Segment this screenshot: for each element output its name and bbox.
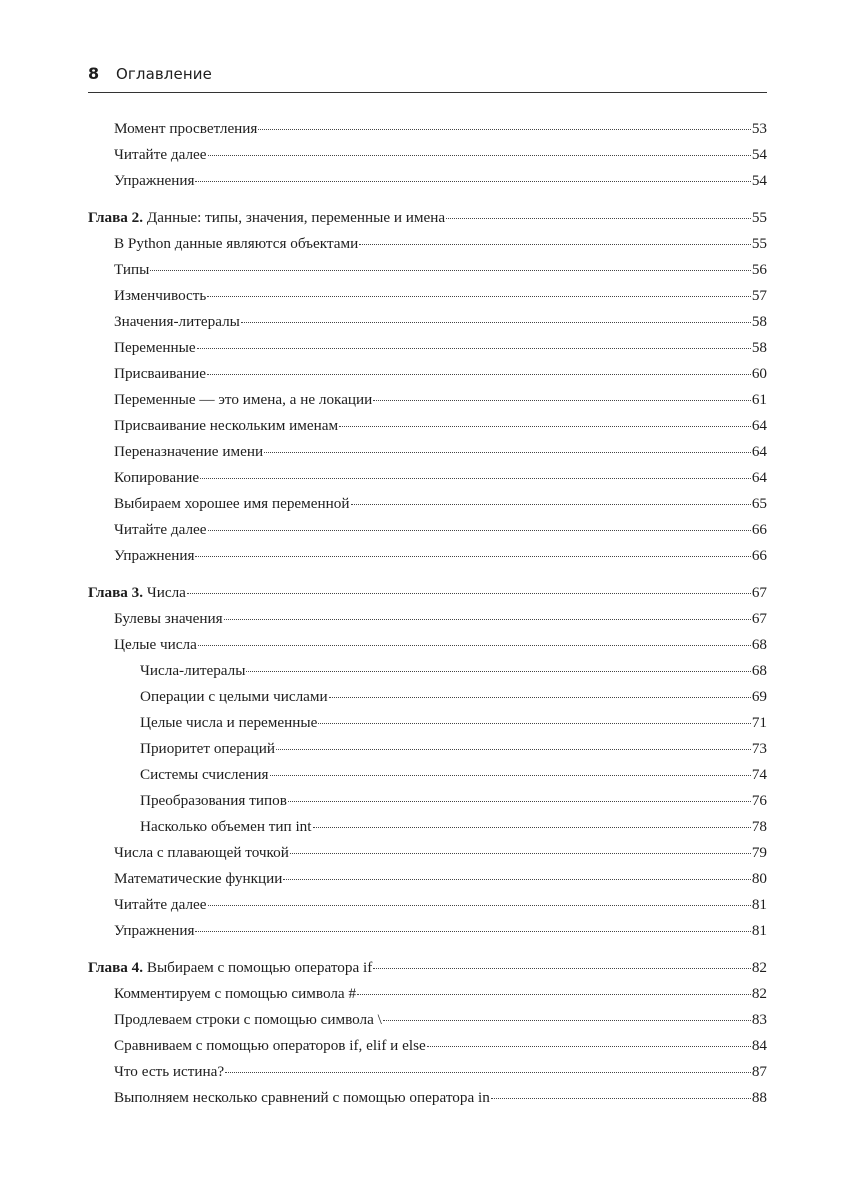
toc-entry-title	[114, 309, 240, 335]
table-of-contents	[88, 116, 767, 1111]
toc-entry-text: Значения-литералы	[114, 313, 240, 330]
toc-entry-text: Числа с плавающей точкой	[114, 844, 289, 861]
toc-entry-title	[114, 465, 199, 491]
toc-entry	[88, 1007, 767, 1033]
toc-page-number: 67	[751, 610, 767, 627]
toc-entry-text: Что есть истина?	[114, 1063, 225, 1080]
dot-leader	[427, 1045, 751, 1047]
toc-entry-text: Данные: типы, значения, переменные и имена	[146, 209, 446, 226]
toc-page-number: 82	[751, 959, 767, 976]
toc-page-number: 68	[751, 636, 767, 653]
toc-entry	[88, 658, 767, 684]
toc-page-number: 79	[751, 844, 767, 861]
toc-entry-title	[114, 543, 194, 569]
dot-leader	[329, 696, 751, 698]
toc-entry	[88, 1085, 767, 1111]
running-header	[88, 64, 767, 88]
toc-entry-text: Присваивание	[114, 365, 206, 382]
toc-entry	[88, 1059, 767, 1085]
toc-page-number: 56	[751, 261, 767, 278]
dot-leader	[339, 425, 751, 427]
dot-leader	[264, 451, 751, 453]
toc-entry	[88, 387, 767, 413]
toc-entry-text: Продлеваем строки с помощью символа \	[114, 1011, 382, 1028]
chapter-label: Глава 4.	[88, 959, 144, 976]
toc-page-number: 53	[751, 120, 767, 137]
toc-entry-title	[114, 361, 206, 387]
toc-entry	[88, 231, 767, 257]
toc-entry-title	[114, 491, 350, 517]
running-title: Оглавление	[116, 65, 212, 83]
toc-page-number: 78	[751, 818, 767, 835]
toc-entry	[88, 413, 767, 439]
dot-leader	[207, 295, 750, 297]
toc-page-number: 57	[751, 287, 767, 304]
toc-page-number: 66	[751, 547, 767, 564]
toc-entry-title	[114, 1033, 426, 1059]
toc-entry-title	[114, 981, 356, 1007]
dot-leader	[208, 154, 751, 156]
toc-entry-text: Переназначение имени	[114, 443, 264, 460]
toc-entry-text: Приоритет операций	[140, 740, 275, 757]
toc-entry	[88, 309, 767, 335]
dot-leader	[224, 618, 751, 620]
toc-entry-title	[140, 736, 275, 762]
document-page	[88, 0, 767, 1200]
toc-page-number: 55	[751, 209, 767, 226]
toc-page-number: 82	[751, 985, 767, 1002]
toc-page-number: 60	[751, 365, 767, 382]
toc-entry-text: Копирование	[114, 469, 200, 486]
toc-entry-text: Читайте далее	[114, 521, 207, 538]
dot-leader	[313, 826, 751, 828]
toc-entry	[88, 866, 767, 892]
toc-page-number: 81	[751, 922, 767, 939]
toc-entry	[88, 1033, 767, 1059]
toc-entry-text: Числа	[146, 584, 186, 601]
toc-entry-title	[114, 866, 282, 892]
toc-entry	[88, 283, 767, 309]
toc-entry-text: Типы	[114, 261, 150, 278]
dot-leader	[276, 748, 751, 750]
dot-leader	[357, 993, 751, 995]
toc-entry-title	[114, 1059, 224, 1085]
dot-leader	[187, 592, 751, 594]
toc-entry-text: Изменчивость	[114, 287, 207, 304]
toc-page-number: 55	[751, 235, 767, 252]
toc-entry	[88, 981, 767, 1007]
dot-leader	[246, 670, 750, 672]
toc-entry-text: Упражнения	[114, 922, 195, 939]
toc-page-number: 68	[751, 662, 767, 679]
dot-leader	[288, 800, 751, 802]
dot-leader	[283, 878, 750, 880]
toc-entry-text: Целые числа и переменные	[140, 714, 318, 731]
toc-page-number: 54	[751, 146, 767, 163]
toc-page-number: 74	[751, 766, 767, 783]
toc-entry-title	[140, 762, 269, 788]
toc-chapter-entry	[88, 205, 767, 231]
toc-entry-text: Системы счисления	[140, 766, 269, 783]
toc-entry-text: Читайте далее	[114, 896, 207, 913]
dot-leader	[207, 373, 751, 375]
toc-entry	[88, 465, 767, 491]
toc-entry	[88, 257, 767, 283]
dot-leader	[373, 399, 750, 401]
toc-entry-title	[114, 116, 257, 142]
toc-page-number: 73	[751, 740, 767, 757]
dot-leader	[351, 503, 751, 505]
toc-entry	[88, 335, 767, 361]
toc-entry	[88, 710, 767, 736]
toc-entry-title	[114, 1007, 382, 1033]
toc-chapter-entry	[88, 955, 767, 981]
toc-entry-title	[114, 918, 194, 944]
dot-leader	[197, 347, 751, 349]
toc-entry	[88, 606, 767, 632]
toc-entry	[88, 543, 767, 569]
toc-page-number: 64	[751, 417, 767, 434]
toc-entry-title	[114, 1085, 490, 1111]
toc-entry	[88, 918, 767, 944]
toc-page-number: 88	[751, 1089, 767, 1106]
toc-chapter-entry	[88, 580, 767, 606]
toc-page-number: 81	[751, 896, 767, 913]
dot-leader	[195, 930, 750, 932]
toc-entry-title	[114, 632, 197, 658]
toc-entry-text: Переменные	[114, 339, 196, 356]
toc-entry-text: В Python данные являются объектами	[114, 235, 359, 252]
dot-leader	[195, 180, 750, 182]
toc-entry	[88, 361, 767, 387]
toc-page-number: 67	[751, 584, 767, 601]
toc-entry-title	[114, 439, 263, 465]
dot-leader	[446, 217, 751, 219]
toc-entry-title	[114, 142, 207, 168]
toc-page-number: 76	[751, 792, 767, 809]
toc-page-number: 80	[751, 870, 767, 887]
toc-entry	[88, 491, 767, 517]
toc-entry-title	[114, 387, 372, 413]
dot-leader	[195, 555, 750, 557]
toc-page-number: 54	[751, 172, 767, 189]
toc-entry-text: Читайте далее	[114, 146, 207, 163]
dot-leader	[198, 644, 751, 646]
dot-leader	[241, 321, 751, 323]
dot-leader	[270, 774, 751, 776]
toc-entry-text: Переменные — это имена, а не локации	[114, 391, 373, 408]
toc-entry	[88, 736, 767, 762]
toc-entry-title	[88, 580, 186, 606]
toc-entry	[88, 892, 767, 918]
toc-entry-title	[114, 840, 289, 866]
toc-entry	[88, 814, 767, 840]
toc-entry-title	[114, 231, 358, 257]
toc-entry-text: Операции с целыми числами	[140, 688, 328, 705]
toc-entry-text: Упражнения	[114, 172, 195, 189]
toc-page-number: 64	[751, 443, 767, 460]
dot-leader	[491, 1097, 751, 1099]
toc-entry	[88, 762, 767, 788]
dot-leader	[208, 529, 751, 531]
toc-entry-title	[140, 658, 245, 684]
toc-entry-title	[114, 168, 194, 194]
toc-entry-title	[140, 684, 328, 710]
toc-entry-text: Присваивание нескольким именам	[114, 417, 339, 434]
header-rule	[88, 92, 767, 93]
dot-leader	[383, 1019, 751, 1021]
toc-entry-text: Преобразования типов	[140, 792, 287, 809]
toc-entry-text: Сравниваем с помощью операторов if, elif и else	[114, 1037, 426, 1054]
dot-leader	[225, 1071, 751, 1073]
toc-entry-text: Булевы значения	[114, 610, 223, 627]
dot-leader	[150, 269, 750, 271]
toc-entry-text: Целые числа	[114, 636, 197, 653]
toc-page-number: 71	[751, 714, 767, 731]
toc-page-number: 64	[751, 469, 767, 486]
toc-entry-text: Выполняем несколько сравнений с помощью оператора in	[114, 1089, 490, 1106]
toc-entry-title	[114, 335, 196, 361]
toc-entry	[88, 788, 767, 814]
toc-entry-title	[114, 892, 207, 918]
toc-entry	[88, 684, 767, 710]
dot-leader	[200, 477, 751, 479]
toc-entry-title	[114, 257, 149, 283]
toc-entry-title	[114, 413, 338, 439]
toc-page-number: 61	[751, 391, 767, 408]
toc-entry-title	[114, 606, 223, 632]
toc-entry	[88, 168, 767, 194]
toc-entry-text: Выбираем с помощью оператора if	[146, 959, 373, 976]
toc-page-number: 66	[751, 521, 767, 538]
chapter-label: Глава 3.	[88, 584, 144, 601]
chapter-label: Глава 2.	[88, 209, 144, 226]
toc-entry-title	[114, 283, 206, 309]
toc-page-number: 83	[751, 1011, 767, 1028]
toc-entry-title	[140, 814, 312, 840]
dot-leader	[208, 904, 751, 906]
dot-leader	[258, 128, 750, 130]
toc-entry-text: Упражнения	[114, 547, 195, 564]
toc-page-number: 65	[751, 495, 767, 512]
toc-entry-title	[88, 955, 372, 981]
toc-entry-title	[88, 205, 445, 231]
toc-entry-text: Момент просветления	[114, 120, 258, 137]
toc-entry-text: Математические функции	[114, 870, 283, 887]
dot-leader	[290, 852, 751, 854]
page-number: 8	[88, 64, 100, 83]
toc-entry	[88, 517, 767, 543]
toc-page-number: 58	[751, 339, 767, 356]
dot-leader	[373, 967, 751, 969]
toc-entry-title	[114, 517, 207, 543]
toc-entry-title	[140, 710, 317, 736]
toc-entry-text: Выбираем хорошее имя переменной	[114, 495, 350, 512]
dot-leader	[359, 243, 751, 245]
dot-leader	[318, 722, 750, 724]
toc-entry-text: Числа-литералы	[140, 662, 246, 679]
toc-page-number: 87	[751, 1063, 767, 1080]
toc-entry	[88, 632, 767, 658]
toc-entry	[88, 840, 767, 866]
toc-entry	[88, 116, 767, 142]
toc-entry-title	[140, 788, 287, 814]
toc-entry	[88, 142, 767, 168]
toc-entry-text: Насколько объемен тип int	[140, 818, 312, 835]
toc-page-number: 69	[751, 688, 767, 705]
toc-entry	[88, 439, 767, 465]
toc-page-number: 84	[751, 1037, 767, 1054]
toc-page-number: 58	[751, 313, 767, 330]
toc-entry-text: Комментируем с помощью символа #	[114, 985, 357, 1002]
